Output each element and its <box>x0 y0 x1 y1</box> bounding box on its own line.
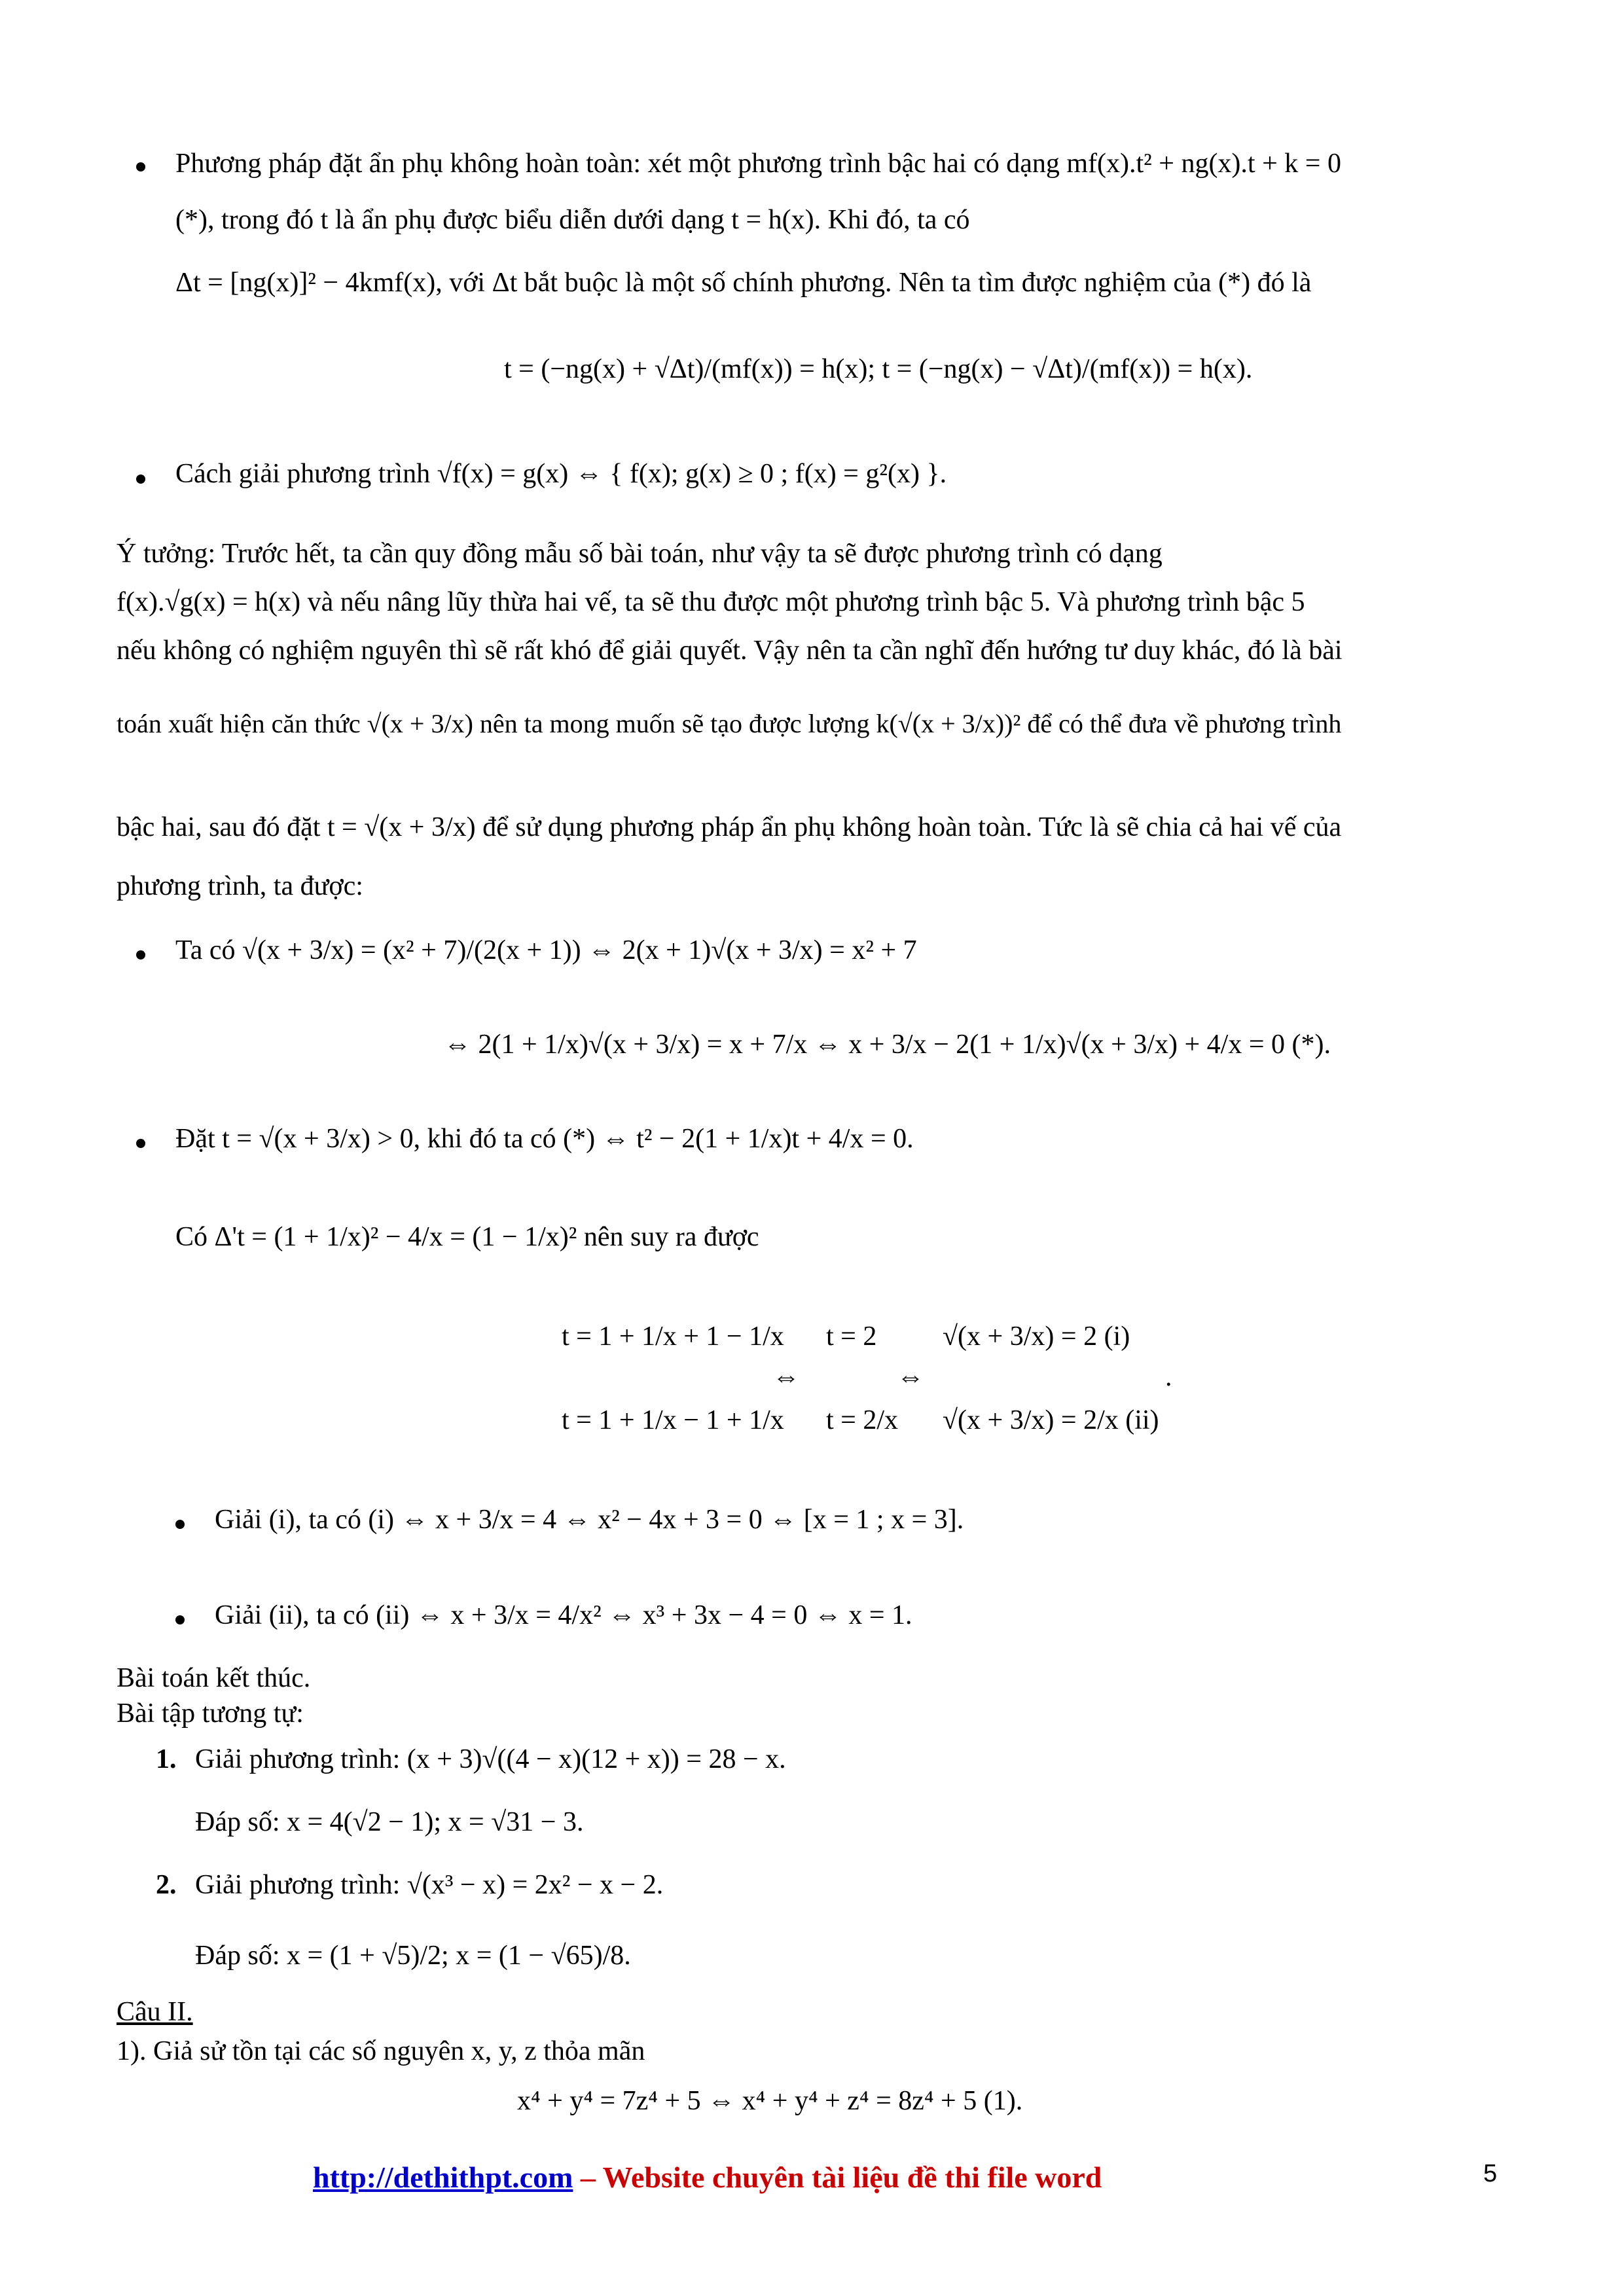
formula-line: x⁴ + y⁴ = 7z⁴ + 5 ⇔ x⁴ + y⁴ + z⁴ = 8z⁴ + 5 (1). <box>517 2086 1023 2116</box>
method-partial-substitution: Phương pháp đặt ẩn phụ không hoàn toàn: xét một phương trình bậc hai có dạng mf(x).t² + ng(x).t + k = 0 <box>175 149 1341 179</box>
equiv-symbol: ⇔ <box>897 1362 924 1392</box>
text-line: nếu không có nghiệm nguyên thì sẽ rất khó để giải quyết. Vậy nên ta cần nghĩ đến hướng tư duy khác, đó là bài <box>117 636 1343 666</box>
period: . <box>1165 1362 1172 1392</box>
formula-line: t = (−ng(x) + √Δt)/(mf(x)) = h(x); t = (−ng(x) − √Δt)/(mf(x)) = h(x). <box>504 354 1253 384</box>
case-line: √(x + 3/x) = 2/x (ii) <box>943 1405 1159 1435</box>
text-line: Cách giải phương trình √f(x) = g(x) ⇔ { f(x); g(x) ≥ 0 ; f(x) = g²(x) }. <box>175 459 947 489</box>
answer-1: Đáp số: x = 4(√2 − 1); x = √31 − 3. <box>195 1807 584 1837</box>
solve-case-ii: Giải (ii), ta có (ii) ⇔ x + 3/x = 4/x² ⇔ x³ + 3x − 4 = 0 ⇔ x = 1. <box>215 1600 912 1630</box>
formula-line: ⇔ 2(1 + 1/x)√(x + 3/x) = x + 7/x ⇔ x + 3/x − 2(1 + 1/x)√(x + 3/x) + 4/x = 0 (*). <box>444 1030 1331 1060</box>
exercise-1: Giải phương trình: (x + 3)√((4 − x)(12 + x)) = 28 − x. <box>195 1744 786 1774</box>
text-line: bậc hai, sau đó đặt t = √(x + 3/x) để sử dụng phương pháp ẩn phụ không hoàn toàn. Tức là sẽ chia cả hai vế của <box>117 812 1342 842</box>
case-line: t = 1 + 1/x − 1 + 1/x <box>562 1405 784 1435</box>
text-line: (*), trong đó t là ẩn phụ được biểu diễn dưới dạng t = h(x). Khi đó, ta có <box>175 205 970 235</box>
bullet <box>136 950 145 960</box>
case-line: t = 2 <box>826 1321 877 1352</box>
equiv-symbol: ⇔ <box>772 1362 800 1392</box>
solve-case-i: Giải (i), ta có (i) ⇔ x + 3/x = 4 ⇔ x² − 4x + 3 = 0 ⇔ [x = 1 ; x = 3]. <box>215 1505 964 1535</box>
list-number: 1. <box>156 1744 177 1774</box>
text-line: 1). Giả sử tồn tại các số nguyên x, y, z thỏa mãn <box>117 2036 645 2066</box>
formula-line: Có Δ't = (1 + 1/x)² − 4/x = (1 − 1/x)² nên suy ra được <box>175 1222 759 1252</box>
case-line: √(x + 3/x) = 2 (i) <box>943 1321 1130 1352</box>
section-heading: Câu II. <box>117 1997 193 2027</box>
exercises-heading: Bài tập tương tự: <box>117 1698 304 1729</box>
bullet <box>136 475 145 484</box>
bullet <box>175 1520 185 1529</box>
exercise-2: Giải phương trình: √(x³ − x) = 2x² − x − 2. <box>195 1870 664 1900</box>
footer-text: – Website chuyên tài liệu đề thi file word <box>573 2161 1102 2194</box>
text-line: f(x).√g(x) = h(x) và nếu nâng lũy thừa hai vế, ta sẽ thu được một phương trình bậc 5. Và phương trình bậc 5 <box>117 587 1305 617</box>
footer-link[interactable]: http://dethithpt.com <box>313 2161 573 2194</box>
case-line: t = 2/x <box>826 1405 899 1435</box>
text-line: Δt = [ng(x)]² − 4kmf(x), với Δt bắt buộc là một số chính phương. Nên ta tìm được nghiệm của (*) đó là <box>175 268 1312 298</box>
text-line: phương trình, ta được: <box>117 871 363 901</box>
text-line: toán xuất hiện căn thức √(x + 3/x) nên ta mong muốn sẽ tạo được lượng k(√(x + 3/x))² để có thể đưa về phương trình <box>117 709 1342 738</box>
bullet <box>175 1615 185 1624</box>
footer <box>313 2160 1102 2195</box>
formula-line: Đặt t = √(x + 3/x) > 0, khi đó ta có (*) ⇔ t² − 2(1 + 1/x)t + 4/x = 0. <box>175 1124 914 1154</box>
formula-line: Ta có √(x + 3/x) = (x² + 7)/(2(x + 1)) ⇔ 2(x + 1)√(x + 3/x) = x² + 7 <box>175 935 917 965</box>
conclusion: Bài toán kết thúc. <box>117 1663 311 1693</box>
case-line: t = 1 + 1/x + 1 − 1/x <box>562 1321 784 1352</box>
idea-paragraph: Ý tưởng: Trước hết, ta cần quy đồng mẫu số bài toán, như vậy ta sẽ được phương trình có dạng <box>117 539 1163 569</box>
bullet <box>136 1139 145 1148</box>
bullet <box>136 162 145 171</box>
list-number: 2. <box>156 1870 177 1900</box>
answer-2: Đáp số: x = (1 + √5)/2; x = (1 − √65)/8. <box>195 1941 631 1971</box>
page-number: 5 <box>1483 2160 1498 2187</box>
